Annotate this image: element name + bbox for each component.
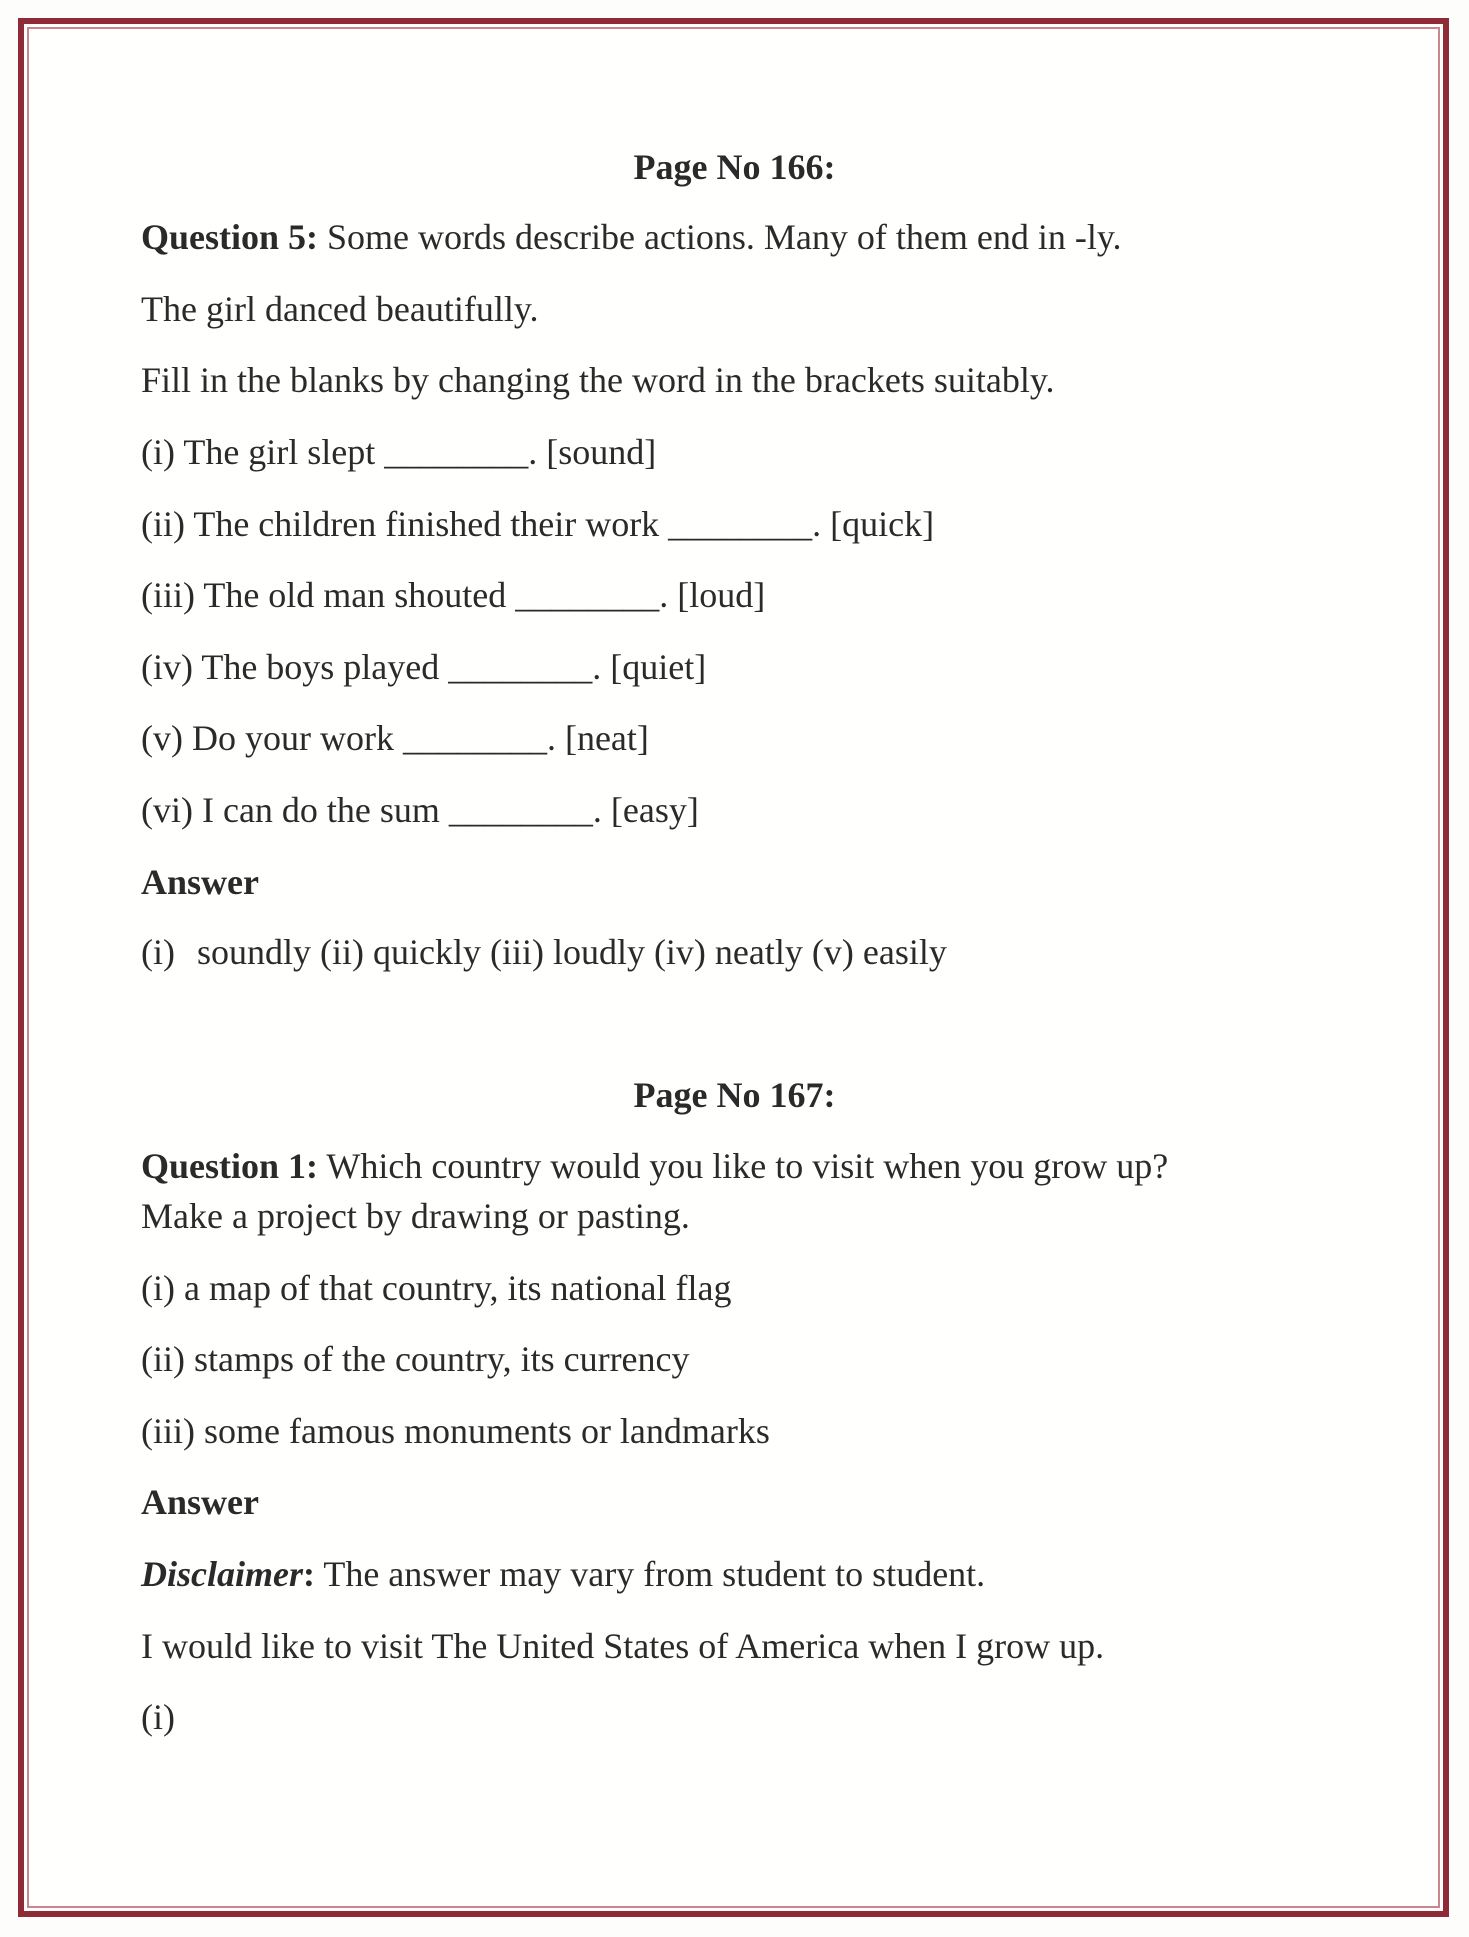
- exercise-item: (iv) The boys played ________. [quiet]: [141, 647, 707, 687]
- answer-prefix: (i): [141, 932, 175, 972]
- project-item: (i) a map of that country, its national flag: [141, 1268, 732, 1308]
- question-text-line2: Make a project by drawing or pasting.: [141, 1196, 690, 1236]
- question-label: Question 1:: [141, 1146, 319, 1186]
- answer-values: soundly (ii) quickly (iii) loudly (iv) neatly (v) easily: [196, 932, 947, 972]
- page-heading-167: Page No 167:: [633, 1075, 836, 1115]
- answer-sub-item: (i): [141, 1697, 175, 1737]
- exercise-item: (iii) The old man shouted ________. [loud]: [141, 575, 766, 615]
- question-text: Some words describe actions. Many of them end in -ly.: [318, 217, 1122, 257]
- example-sentence: The girl danced beautifully.: [141, 289, 539, 329]
- exercise-item: (vi) I can do the sum ________. [easy]: [141, 790, 699, 830]
- disclaimer-label: Disclaimer: [141, 1554, 303, 1594]
- question-1: [141, 1144, 1168, 1188]
- answer-sentence: I would like to visit The United States of America when I grow up.: [141, 1626, 1105, 1666]
- question-5: [141, 215, 1122, 259]
- answer-text: [141, 930, 947, 974]
- disclaimer-colon: :: [302, 1554, 315, 1594]
- exercise-item: (i) The girl slept ________. [sound]: [141, 432, 657, 472]
- answer-heading: Answer: [141, 1482, 259, 1522]
- disclaimer-text: The answer may vary from student to student.: [314, 1554, 986, 1594]
- disclaimer: [141, 1552, 985, 1596]
- question-label: Question 5:: [141, 217, 319, 257]
- project-item: (iii) some famous monuments or landmarks: [141, 1411, 770, 1451]
- exercise-item: (v) Do your work ________. [neat]: [141, 718, 649, 758]
- project-item: (ii) stamps of the country, its currency: [141, 1339, 690, 1379]
- instruction: Fill in the blanks by changing the word in the brackets suitably.: [141, 360, 1055, 400]
- page-heading-166: Page No 166:: [633, 147, 836, 187]
- answer-heading: Answer: [141, 862, 259, 902]
- exercise-item: (ii) The children finished their work ________. [quick]: [141, 504, 935, 544]
- question-text: Which country would you like to visit when you grow up?: [318, 1146, 1169, 1186]
